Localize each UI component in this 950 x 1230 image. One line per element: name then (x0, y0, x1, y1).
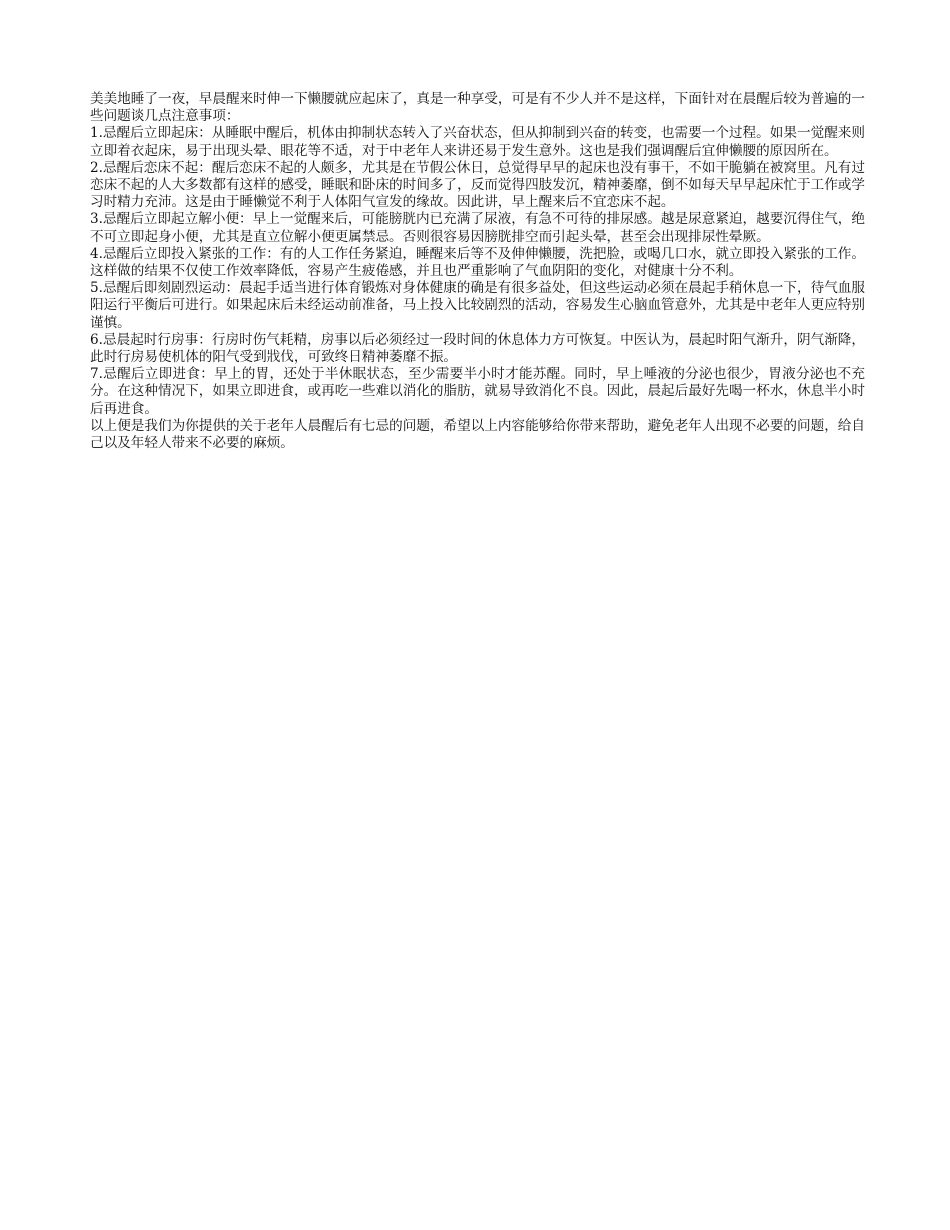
conclusion-paragraph: 以上便是我们为你提供的关于老年人晨醒后有七忌的问题，希望以上内容能够给你带来帮助，避免老年人出现不必要的问题，给自己以及年轻人带来不必要的麻烦。 (90, 417, 865, 452)
document-body (90, 91, 865, 452)
intro-paragraph: 美美地睡了一夜，早晨醒来时伸一下懒腰就应起床了，真是一种享受，可是有不少人并不是这样，下面针对在晨醒后较为普遍的一些问题谈几点注意事项： (90, 91, 865, 125)
item-paragraph-1: 1.忌醒后立即起床：从睡眠中醒后，机体由抑制状态转入了兴奋状态，但从抑制到兴奋的转变，也需要一个过程。如果一觉醒来则立即着衣起床，易于出现头晕、眼花等不适，对于中老年人来讲还易于发生意外。这也是我们强调醒后宜伸懒腰的原因所在。 (90, 125, 865, 159)
item-paragraph-4: 4.忌醒后立即投入紧张的工作：有的人工作任务紧迫，睡醒来后等不及伸伸懒腰，洗把脸，或喝几口水，就立即投入紧张的工作。这样做的结果不仅使工作效率降低，容易产生疲倦感，并且也严重影响了气血阴阳的变化，对健康十分不利。 (90, 245, 865, 280)
item-paragraph-6: 6.忌晨起时行房事：行房时伤气耗精，房事以后必须经过一段时间的休息体力方可恢复。中医认为，晨起时阳气渐升，阴气渐降，此时行房易使机体的阳气受到戕伐，可致终日精神萎靡不振。 (90, 331, 865, 366)
item-paragraph-2: 2.忌醒后恋床不起：醒后恋床不起的人颇多，尤其是在节假公休日，总觉得早早的起床也没有事干，不如干脆躺在被窝里。凡有过恋床不起的人大多数都有这样的感受，睡眠和卧床的时间多了，反而觉得四肢发沉，精神萎靡，倒不如每天早早起床忙于工作或学习时精力充沛。这是由于睡懒觉不利于人体阳气宣发的缘故。因此讲，早上醒来后不宜恋床不起。 (90, 159, 865, 211)
item-paragraph-5: 5.忌醒后即刻剧烈运动：晨起手适当进行体育锻炼对身体健康的确是有很多益处，但这些运动必须在晨起手稍休息一下，待气血服阳运行平衡后可进行。如果起床后未经运动前准备，马上投入比较剧烈的活动，容易发生心脑血管意外，尤其是中老年人更应特别谨慎。 (90, 280, 865, 331)
item-paragraph-3: 3.忌醒后立即起立解小便：早上一觉醒来后，可能膀胱内已充满了尿液，有急不可待的排尿感。越是尿意紧迫，越要沉得住气，绝不可立即起身小便，尤其是直立位解小便更属禁忌。否则很容易因膀胱排空而引起头晕，甚至会出现排尿性晕厥。 (90, 211, 865, 245)
item-paragraph-7: 7.忌醒后立即进食：早上的胃，还处于半休眠状态，至少需要半小时才能苏醒。同时，早上唾液的分泌也很少，胃液分泌也不充分。在这种情况下，如果立即进食，或再吃一些难以消化的脂肪，就易导致消化不良。因此，晨起后最好先喝一杯水，休息半小时后再进食。 (90, 366, 865, 417)
